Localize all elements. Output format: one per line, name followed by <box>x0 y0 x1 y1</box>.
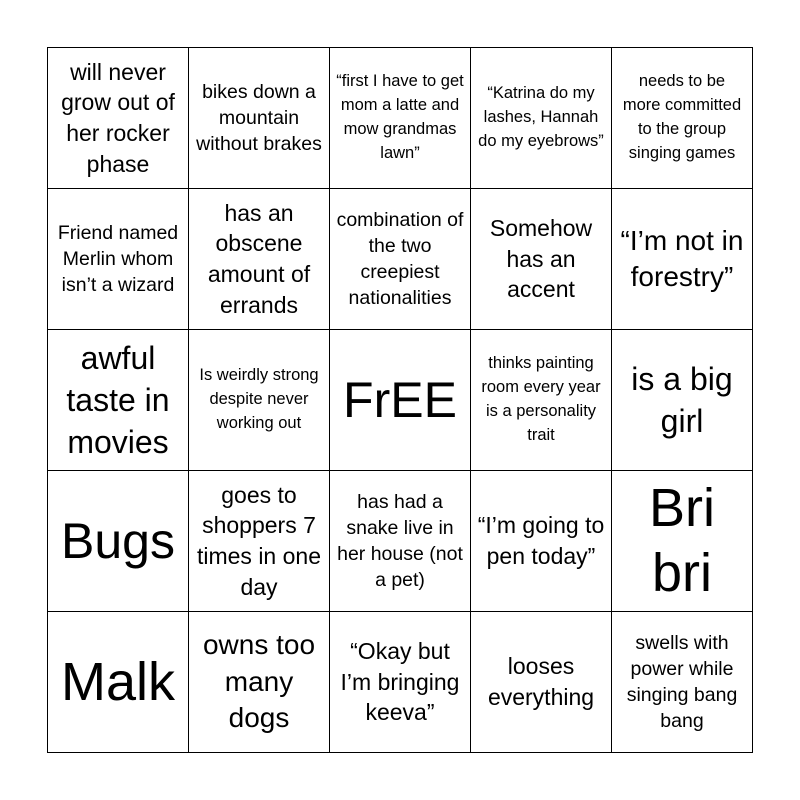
bingo-cell[interactable] <box>48 330 189 471</box>
cell-text: “I’m not in forestry” <box>620 224 744 292</box>
bingo-cell[interactable] <box>189 330 330 471</box>
bingo-cell[interactable] <box>48 471 189 612</box>
bingo-cell[interactable] <box>48 48 189 189</box>
cell-text: “Okay but I’m bringing keeva” <box>340 638 460 726</box>
bingo-cell[interactable] <box>471 189 612 330</box>
cell-text: owns too many dogs <box>202 629 316 734</box>
cell-text: awful taste in movies <box>66 339 170 461</box>
bingo-cell[interactable] <box>330 48 471 189</box>
bingo-cell[interactable] <box>612 189 753 330</box>
cell-text: Somehow has an accent <box>489 215 593 303</box>
bingo-cell[interactable] <box>471 471 612 612</box>
bingo-cell[interactable] <box>471 330 612 471</box>
cell-text: is a big girl <box>631 360 733 439</box>
free-space-cell[interactable] <box>330 330 471 471</box>
bingo-cell[interactable] <box>612 612 753 753</box>
cell-text: needs to be more committed to the group singing games <box>622 72 742 162</box>
bingo-cell[interactable] <box>330 471 471 612</box>
cell-text: Friend named Merlin whom isn’t a wizard <box>57 221 179 297</box>
bingo-cell[interactable] <box>612 48 753 189</box>
cell-text: has had a snake live in her house (not a pet) <box>337 490 463 592</box>
bingo-cell[interactable] <box>471 612 612 753</box>
bingo-cell[interactable] <box>48 189 189 330</box>
bingo-cell[interactable] <box>612 471 753 612</box>
cell-text: Bugs <box>61 512 175 569</box>
cell-text: combination of the two creepiest nationalities <box>336 208 464 310</box>
cell-text: looses everything <box>487 653 595 710</box>
cell-text: “first I have to get mom a latte and mow grandmas lawn” <box>336 72 464 162</box>
cell-text: will never grow out of her rocker phase <box>61 58 175 177</box>
bingo-cell[interactable] <box>189 612 330 753</box>
cell-text: Is weirdly strong despite never working out <box>199 366 319 432</box>
bingo-cell[interactable] <box>189 48 330 189</box>
cell-text: “I’m going to pen today” <box>477 512 605 569</box>
bingo-cell[interactable] <box>330 612 471 753</box>
cell-text: Malk <box>60 651 175 712</box>
bingo-board <box>47 47 753 753</box>
free-space-text: FrEE <box>343 371 457 428</box>
bingo-cell[interactable] <box>330 189 471 330</box>
bingo-cell[interactable] <box>612 330 753 471</box>
bingo-cell[interactable] <box>189 189 330 330</box>
bingo-cell[interactable] <box>189 471 330 612</box>
cell-text: “Katrina do my lashes, Hannah do my eyebrows” <box>478 84 604 150</box>
bingo-cell[interactable] <box>48 612 189 753</box>
cell-text: goes to shoppers 7 times in one day <box>196 481 321 600</box>
cell-text: swells with power while singing bang bang <box>626 631 738 733</box>
cell-text: thinks painting room every year is a personality trait <box>481 354 601 444</box>
cell-text: Bri bri <box>649 478 715 603</box>
bingo-cell[interactable] <box>471 48 612 189</box>
cell-text: bikes down a mountain without brakes <box>196 80 322 156</box>
cell-text: has an obscene amount of errands <box>207 199 311 318</box>
